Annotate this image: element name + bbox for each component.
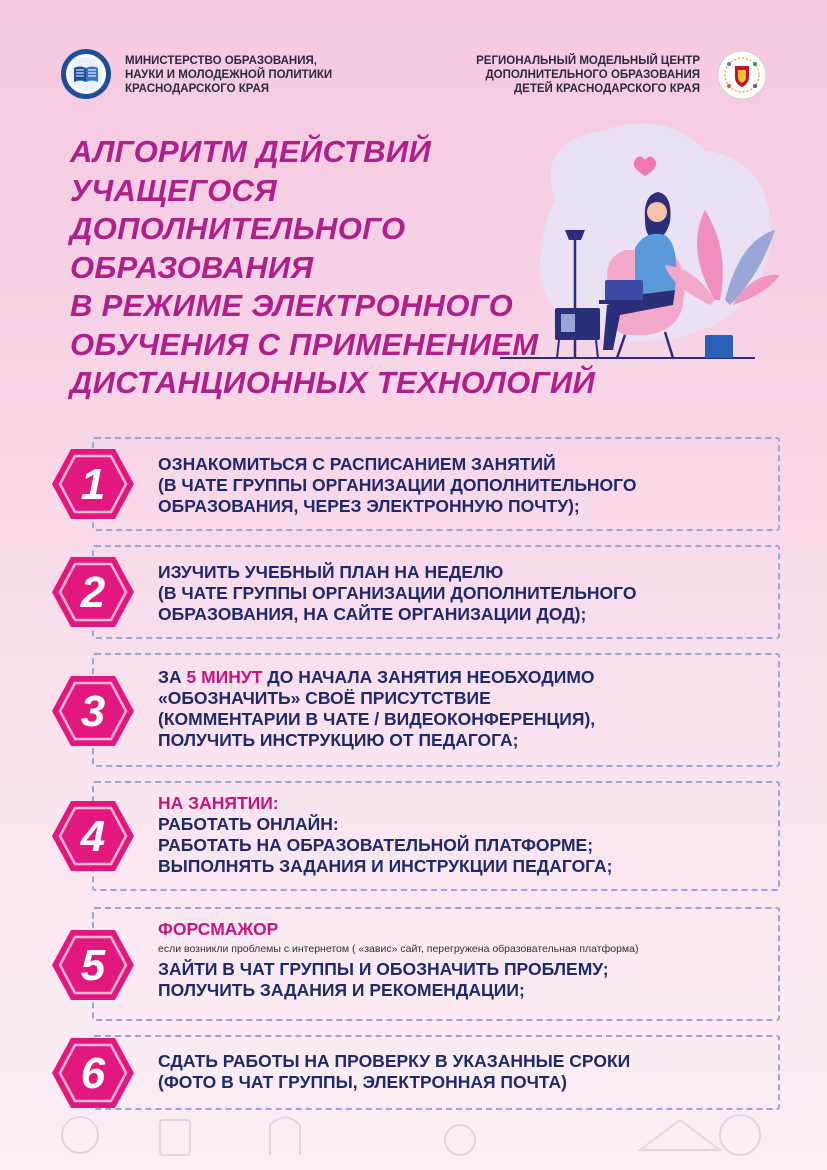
step-number-badge (50, 798, 136, 874)
step-text: НА ЗАНЯТИИ: РАБОТАТЬ ОНЛАЙН: РАБОТАТЬ НА ОБРАЗОВАТЕЛЬНОЙ ПЛАТФОРМЕ; ВЫПОЛНЯТЬ ЗАДАНИЯ И ИНСТРУКЦИИ ПЕДАГОГА; (158, 793, 770, 877)
time-highlight: 5 МИНУТ (186, 667, 263, 687)
step-2 (50, 545, 780, 639)
step-text: ОЗНАКОМИТЬСЯ С РАСПИСАНИЕМ ЗАНЯТИЙ (В ЧАТЕ ГРУППЫ ОРГАНИЗАЦИИ ДОПОЛНИТЕЛЬНОГО ОБРАЗОВАНИЯ, ЧЕРЕЗ ЭЛЕКТРОННУЮ ПОЧТУ); (158, 454, 637, 516)
background-education-icons (40, 1100, 800, 1160)
center-name: РЕГИОНАЛЬНЫЙ МОДЕЛЬНЫЙ ЦЕНТР ДОПОЛНИТЕЛЬНОГО ОБРАЗОВАНИЯ ДЕТЕЙ КРАСНОДАРСКОГО КРАЯ (476, 55, 700, 95)
step-number-badge (50, 673, 136, 749)
step-number: 4 (80, 812, 106, 861)
step-number: 5 (80, 941, 106, 990)
step-note: если возникли проблемы с интернетом ( «завис» сайт, перегружена образовательная платформа) (158, 943, 639, 955)
step-4 (50, 781, 780, 891)
step-text: ФОРСМАЖОР если возникли проблемы с интернетом ( «завис» сайт, перегружена образовательная платформа) ЗАЙТИ В ЧАТ ГРУППЫ И ОБОЗНАЧИТЬ ПРОБЛЕМУ; ПОЛУЧИТЬ ЗАДАНИЯ И РЕКОМЕНДАЦИИ; (158, 919, 770, 1001)
step-number: 6 (80, 1049, 106, 1098)
step-5 (50, 907, 780, 1021)
header (0, 48, 827, 108)
step-text: СДАТЬ РАБОТЫ НА ПРОВЕРКУ В УКАЗАННЫЕ СРОКИ (ФОТО В ЧАТ ГРУППЫ, ЭЛЕКТРОННАЯ ПОЧТА) (158, 1051, 631, 1092)
step-number-badge (50, 554, 136, 630)
step-heading: НА ЗАНЯТИИ: (158, 793, 279, 813)
student-laptop-illustration (495, 100, 785, 375)
page-title: АЛГОРИТМ ДЕЙСТВИЙ УЧАЩЕГОСЯ ДОПОЛНИТЕЛЬНОГО ОБРАЗОВАНИЯ В РЕЖИМЕ ЭЛЕКТРОННОГО ОБУЧЕНИЯ С ПРИМЕНЕНИЕМ ДИСТАНЦИОННЫХ ТЕХНОЛОГИЙ (70, 134, 596, 400)
step-text: ИЗУЧИТЬ УЧЕБНЫЙ ПЛАН НА НЕДЕЛЮ (В ЧАТЕ ГРУППЫ ОРГАНИЗАЦИИ ДОПОЛНИТЕЛЬНОГО ОБРАЗОВАНИЯ, НА САЙТЕ ОРГАНИЗАЦИИ ДОД); (158, 562, 637, 624)
step-text: ЗА 5 МИНУТ ДО НАЧАЛА ЗАНЯТИЯ НЕОБХОДИМО «ОБОЗНАЧИТЬ» СВОЁ ПРИСУТСТВИЕ (КОММЕНТАРИИ В ЧАТЕ / ВИДЕОКОНФЕРЕНЦИЯ), ПОЛУЧИТЬ ИНСТРУКЦИЮ ОТ ПЕДАГОГА; (158, 667, 596, 750)
step-number-badge (50, 927, 136, 1003)
ministry-emblem-icon (60, 48, 112, 100)
step-number: 2 (80, 568, 106, 617)
center-emblem-icon (717, 50, 767, 100)
step-1 (50, 437, 780, 531)
step-3 (50, 653, 780, 767)
step-6 (50, 1035, 780, 1110)
step-heading: ФОРСМАЖОР (158, 919, 279, 939)
ministry-name: МИНИСТЕРСТВО ОБРАЗОВАНИЯ, НАУКИ И МОЛОДЕЖНОЙ ПОЛИТИКИ КРАСНОДАРСКОГО КРАЯ (125, 55, 333, 95)
step-number: 1 (80, 460, 106, 509)
step-number: 3 (80, 687, 106, 736)
step-number-badge (50, 446, 136, 522)
